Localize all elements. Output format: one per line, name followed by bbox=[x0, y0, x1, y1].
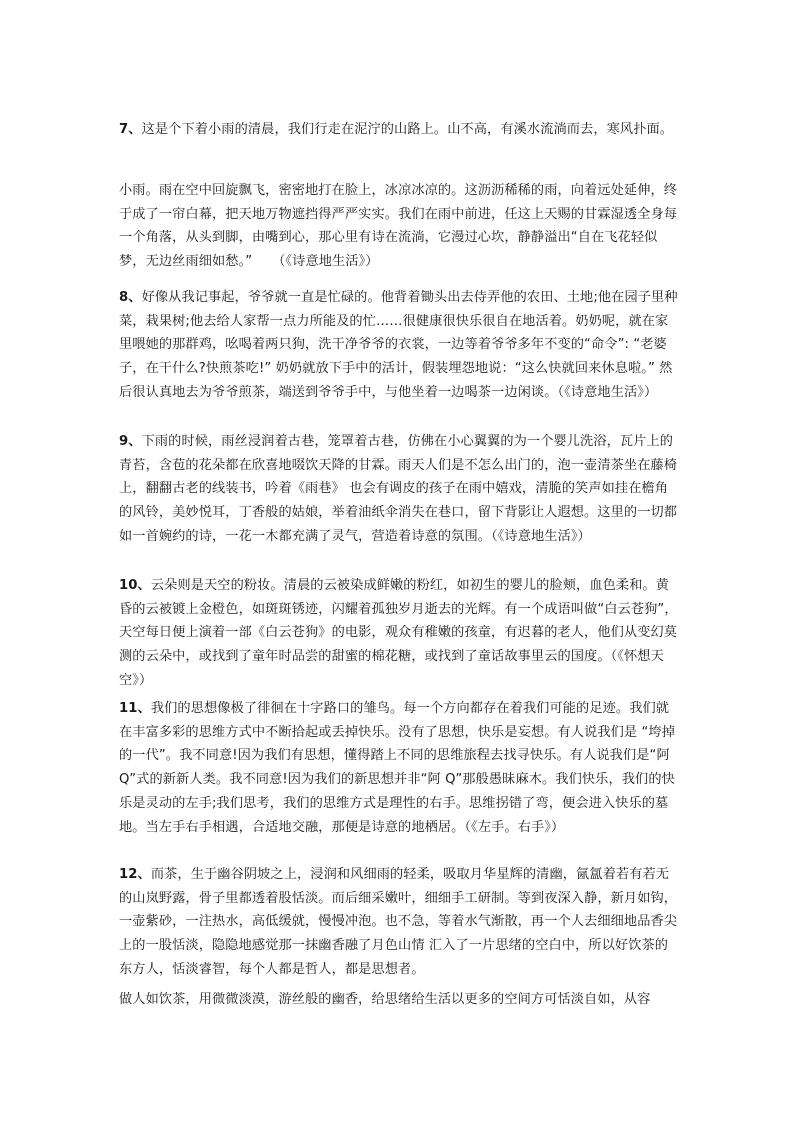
paragraph-number: 11、 bbox=[119, 701, 151, 716]
paragraph-number: 9、 bbox=[119, 434, 142, 449]
paragraph-10 bbox=[119, 574, 679, 693]
paragraph-11 bbox=[119, 697, 679, 839]
paragraph-text: 小雨。雨在空中回旋飘飞，密密地打在脸上，冰凉冰凉的。这沥沥稀稀的雨，向着远处延伸，终于成了一帘白幕，把天地万物遮挡得严严实实。我们在雨中前进，任这上天赐的甘霖湿透全身每一个角落，从头到脚，由嘴到心，那心里有诗在流淌，它漫过心坎，静静溢出“自在飞花轻似梦，无边丝雨细如愁。” （《诗意地生活》） bbox=[119, 183, 678, 270]
paragraph-text: 我们的思想像极了徘徊在十字路口的雏鸟。每一个方向都存在着我们可能的足迹。我们就在丰富多彩的思维方式中不断拾起或丢掉快乐。没有了思想，快乐是妄想。有人说我们是 “垮掉的一代”。我不同意!因为我们有思想，懂得踏上不同的思维旅程去找寻快乐。有人说我们是“阿 Q”式的新新人类。我不同意!因为我们的新思想并非“阿 Q”那般愚昧麻木。我们快乐，我们的快乐是灵动的左手;我们思考，我们的思维方式是理性的右手。思维拐错了弯，便会进入快乐的墓地。当左手右手相遇，合适地交融，那便是诗意的地栖居。（《左手。右手》） bbox=[119, 701, 676, 835]
paragraph-text: 云朵则是天空的粉妆。清晨的云被染成鲜嫩的粉红，如初生的婴儿的脸颊，血色柔和。黄昏的云被镀上金橙色，如斑斑锈迹，闪耀着孤独岁月逝去的光辉。有一个成语叫做“白云苍狗”，天空每日便上演着一部《白云苍狗》的电影，观众有稚嫩的孩童，有迟暮的老人，他们从变幻莫测的云朵中，或找到了童年时品尝的甜蜜的棉花糖，或找到了童话故事里云的国度。（《怀想天空》） bbox=[119, 578, 678, 688]
paragraph-tea bbox=[119, 988, 679, 1012]
paragraph-8 bbox=[119, 286, 679, 405]
paragraph-text: 下雨的时候，雨丝浸润着古巷，笼罩着古巷，仿佛在小心翼翼的为一个婴儿洗浴，瓦片上的青苔，含苞的花朵都在欣喜地啜饮天降的甘霖。雨天人们是不怎么出门的，泡一壶清茶坐在藤椅上，翻翻古老的线装书，吟着《雨巷》 也会有调皮的孩子在雨中嬉戏，清脆的笑声如挂在檐角的风铃，美妙悦耳，丁香般的姑娘，举着油纸伞消失在巷口，留下背影让人遐想。这里的一切都如一首婉约的诗，一花一木都充满了灵气，营造着诗意的氛围。（《诗意地生活》） bbox=[119, 434, 678, 544]
paragraph-text: 好像从我记事起，爷爷就一直是忙碌的。他背着锄头出去侍弄他的农田、土地;他在园子里种菜，栽果树;他去给人家帮一点力所能及的忙……很健康很快乐很自在地活着。奶奶呢，就在家里喂她的那群鸡，吆喝着两只狗，洗干净爷爷的衣裳，一边等着爷爷多年不变的“命令”: “老婆子，在干什么?快煎茶吃!” 奶奶就放下手中的活计，假装埋怨地说：“这么快就回来休息啦。” 然后很认真地去为爷爷煎茶，端送到爷爷手中，与他坐着一边喝茶一边闲谈。（《诗意地生活》） bbox=[119, 290, 678, 400]
paragraph-12 bbox=[119, 863, 679, 982]
paragraph-9 bbox=[119, 430, 679, 549]
paragraph-text: 而茶，生于幽谷阴坡之上，浸润和风细雨的轻柔，吸取月华星辉的清幽，氤氲着若有若无的山岚野露，骨子里都透着股恬淡。而后细采嫩叶，细细手工研制。等到夜深入静，新月如钩，一壶紫砂，一注热水，高低缓就，慢慢冲泡。也不急，等着水气渐散，再一个人去细细地品香尖上的一股恬淡，隐隐地感觉那一抹幽香融了月色山情 汇入了一片思绪的空白中，所以好饮茶的东方人，恬淡睿智，每个人都是哲人，都是思想者。 bbox=[119, 867, 678, 977]
paragraph-number: 12、 bbox=[119, 867, 151, 882]
paragraph-number: 8、 bbox=[119, 290, 142, 305]
paragraph-rain bbox=[119, 179, 679, 274]
paragraph-7 bbox=[119, 118, 679, 142]
paragraph-text: 做人如饮茶，用微微淡漠，游丝般的幽香，给思绪给生活以更多的空间方可恬淡自如，从容 bbox=[119, 992, 651, 1007]
paragraph-number: 10、 bbox=[119, 578, 151, 593]
paragraph-number: 7、 bbox=[119, 122, 142, 137]
paragraph-text: 这是个下着小雨的清晨，我们行走在泥泞的山路上。山不高，有溪水流淌而去，寒风扑面。 bbox=[141, 122, 674, 137]
